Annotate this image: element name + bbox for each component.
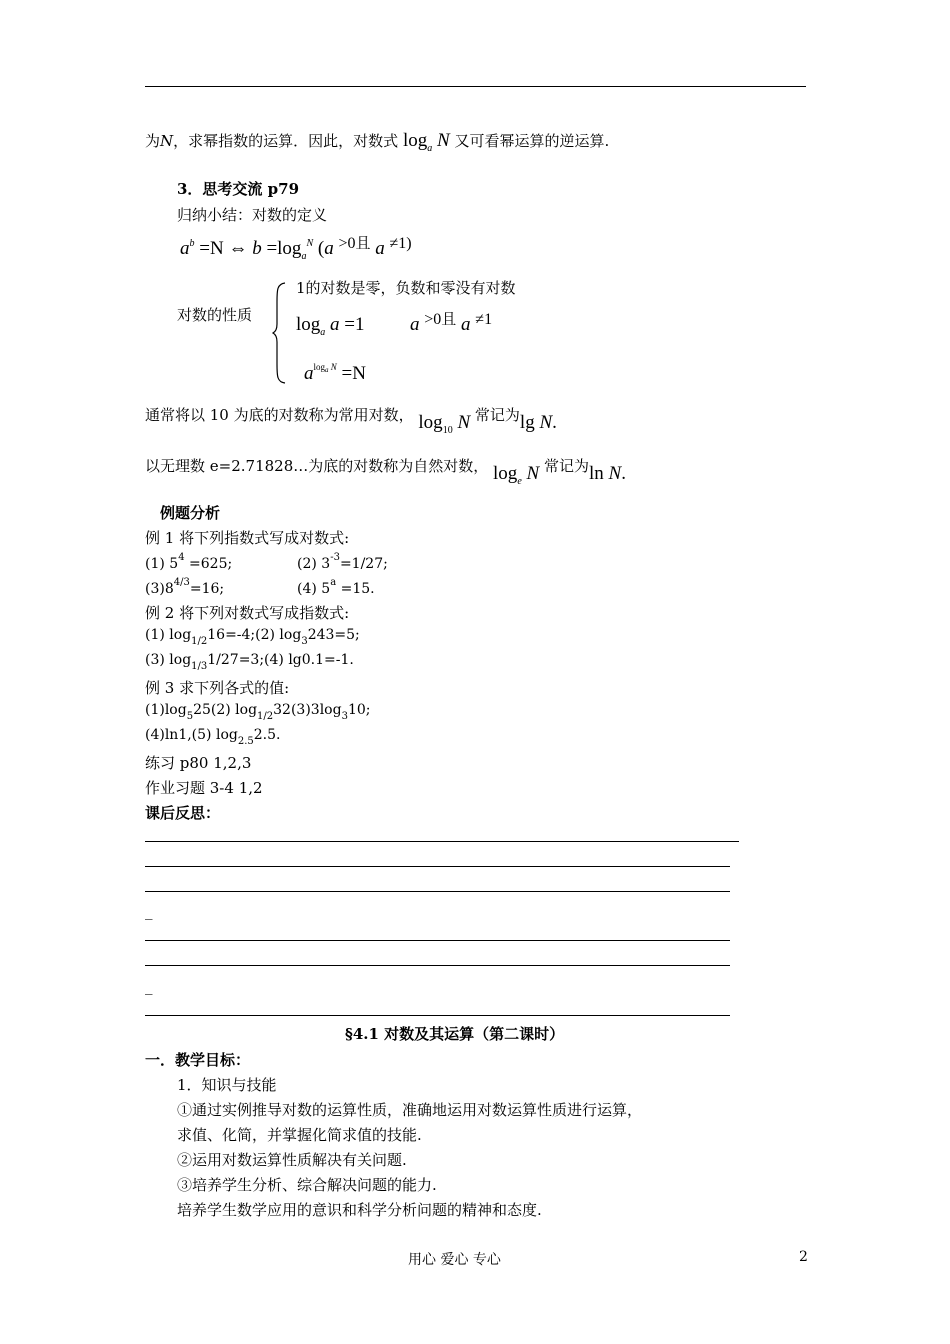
reflection-line bbox=[145, 841, 739, 842]
reflection-line bbox=[145, 940, 730, 941]
objective-item-1b: 求值、化简，并掌握化简求值的技能. bbox=[177, 1126, 422, 1144]
section3-heading: 3．思考交流 p79 bbox=[177, 180, 300, 198]
header-rule bbox=[145, 86, 806, 87]
objective-item-1a: ①通过实例推导对数的运算性质，准确地运用对数运算性质进行运算， bbox=[177, 1101, 643, 1119]
ex1-3-exp: 4/3 bbox=[173, 577, 190, 588]
p2-cond-a2: a bbox=[461, 314, 471, 335]
ex2-2-base: 3 bbox=[301, 636, 308, 647]
example-1-line-2 bbox=[145, 577, 375, 597]
natural-log-base: e bbox=[517, 476, 522, 487]
blank-mark: _ bbox=[145, 977, 153, 995]
ex1-1-rest: =625; bbox=[184, 556, 233, 572]
intro-log-expr bbox=[402, 130, 450, 154]
example-2-line-1 bbox=[145, 627, 360, 647]
def-cond-ne: ≠1) bbox=[389, 235, 412, 252]
ex1-2-rest: =1/27; bbox=[339, 556, 388, 572]
p3-eq: =N bbox=[341, 363, 366, 384]
ex2-3-log: (3) log bbox=[145, 652, 192, 668]
property-3 bbox=[304, 362, 366, 385]
p2-cond-and: 且 bbox=[441, 312, 457, 328]
def-cond-gt: >0 bbox=[338, 235, 356, 252]
def-log-base: a bbox=[301, 251, 307, 262]
reflection-label: 课后反思： bbox=[145, 804, 221, 822]
p3-exp-log: log bbox=[313, 362, 326, 372]
p2-cond-a1: a bbox=[410, 314, 420, 335]
common-log-arg: N bbox=[457, 412, 471, 433]
ex3-2-rest: 32(3)3log bbox=[273, 702, 342, 718]
p3-exp-base: a bbox=[325, 366, 329, 374]
intro-suffix: 又可看幂运算的逆运算. bbox=[454, 132, 610, 150]
natural-ln-expr bbox=[589, 463, 626, 484]
common-log-log: log bbox=[418, 412, 443, 433]
properties-label: 对数的性质 bbox=[177, 306, 253, 324]
common-log-line bbox=[145, 404, 557, 436]
example-3-line-2 bbox=[145, 727, 280, 747]
property-1: 1的对数是零，负数和零没有对数 bbox=[296, 279, 516, 297]
natural-log-text: 以无理数 e=2.71828…为底的对数称为自然对数， bbox=[145, 457, 489, 475]
natural-log-mid: 常记为 bbox=[543, 457, 589, 475]
blank-mark: _ bbox=[145, 902, 153, 920]
p3-exp-arg: N bbox=[330, 362, 337, 372]
p2-eq: =1 bbox=[344, 314, 365, 335]
def-cond-a2: a bbox=[375, 238, 385, 259]
def-b: b bbox=[252, 238, 262, 259]
def-eq-n: =N bbox=[199, 238, 224, 259]
common-lg-expr bbox=[520, 412, 557, 433]
common-log-expr bbox=[418, 412, 471, 436]
p2-base: a bbox=[320, 327, 326, 338]
reflection-line bbox=[145, 891, 730, 892]
ex1-2 bbox=[297, 552, 388, 572]
ex1-4 bbox=[297, 577, 375, 597]
def-exp: b bbox=[189, 238, 195, 249]
def-base: a bbox=[180, 238, 190, 259]
natural-ln: ln bbox=[589, 463, 604, 484]
reflection-line bbox=[145, 1015, 730, 1016]
p3-base: a bbox=[304, 363, 314, 384]
page-number: 2 bbox=[799, 1249, 808, 1265]
natural-log-log: log bbox=[493, 463, 518, 484]
ex3-1-rest: 25(2) log bbox=[193, 702, 258, 718]
example-3-title: 例 3 求下列各式的值: bbox=[145, 679, 290, 697]
ex3-1-log: (1)log bbox=[145, 702, 187, 718]
p2-arg: a bbox=[330, 314, 340, 335]
ex3-5-base: 2.5 bbox=[237, 736, 254, 747]
summary-label: 归纳小结：对数的定义 bbox=[177, 206, 328, 224]
practice-line: 练习 p80 1,2,3 bbox=[145, 754, 252, 772]
objective-item-4: 培养学生数学应用的意识和科学分析问题的精神和态度. bbox=[177, 1201, 542, 1219]
def-log-arg: N bbox=[306, 238, 314, 249]
ex3-5-rest: 2.5. bbox=[253, 727, 281, 743]
common-lg-dot: . bbox=[552, 412, 557, 433]
natural-ln-arg: N bbox=[608, 463, 622, 484]
ex2-1-base: 1/2 bbox=[191, 636, 208, 647]
natural-log-arg: N bbox=[526, 463, 540, 484]
natural-log-expr bbox=[493, 463, 540, 487]
example-1-title: 例 1 将下列指数式写成对数式: bbox=[145, 529, 350, 547]
ex1-4-rest: =15. bbox=[336, 581, 375, 597]
def-eq-log: =log bbox=[266, 238, 302, 259]
p2-log: log bbox=[296, 314, 321, 335]
objectives-heading: 一．教学目标： bbox=[145, 1051, 251, 1069]
examples-heading: 例题分析 bbox=[160, 504, 221, 522]
ex1-2-base: (2) 3 bbox=[297, 556, 331, 572]
ex2-3-rest: 1/27=3;(4) lg0.1=-1. bbox=[207, 652, 354, 668]
ex3-3-rest: 10; bbox=[347, 702, 371, 718]
example-1-line-1 bbox=[145, 552, 388, 572]
homework-line: 作业习题 3-4 1,2 bbox=[145, 779, 263, 797]
reflection-line bbox=[145, 965, 730, 966]
intro-n: N bbox=[160, 132, 174, 150]
common-log-base: 10 bbox=[442, 425, 453, 436]
ex2-1-rest: 16=-4;(2) log bbox=[207, 627, 302, 643]
example-2-title: 例 2 将下列对数式写成指数式: bbox=[145, 604, 350, 622]
intro-line bbox=[145, 130, 609, 154]
ex3-4-log: (4)ln1,(5) log bbox=[145, 727, 238, 743]
natural-log-line bbox=[145, 455, 626, 487]
common-lg: lg bbox=[519, 412, 535, 433]
intro-log-arg: N bbox=[436, 130, 450, 151]
ex2-1-log: (1) log bbox=[145, 627, 192, 643]
common-log-text: 通常将以 10 为底的对数称为常用对数， bbox=[145, 406, 414, 424]
common-log-mid: 常记为 bbox=[474, 406, 520, 424]
ex1-1-base: (1) 5 bbox=[145, 556, 179, 572]
intro-middle: ，求幂指数的运算．因此，对数式 bbox=[173, 132, 399, 150]
property-2 bbox=[296, 308, 492, 338]
intro-prefix: 为 bbox=[145, 132, 161, 150]
natural-ln-dot: . bbox=[621, 463, 626, 484]
p2-cond-gt: >0 bbox=[424, 311, 442, 328]
log-definition bbox=[180, 232, 412, 262]
intro-log: log bbox=[402, 130, 428, 151]
objectives-sub1: 1．知识与技能 bbox=[177, 1076, 277, 1094]
ex2-2-rest: 243=5; bbox=[307, 627, 360, 643]
ex1-3-base: (3)8 bbox=[145, 581, 174, 597]
ex3-3-base: 3 bbox=[341, 711, 348, 722]
footer-slogan: 用心 爱心 专心 bbox=[408, 1252, 501, 1268]
example-2-line-2 bbox=[145, 652, 354, 672]
ex1-2-exp: -3 bbox=[330, 552, 340, 563]
example-3-line-1 bbox=[145, 702, 370, 722]
left-brace-icon bbox=[272, 282, 286, 384]
p3-exponent bbox=[314, 362, 337, 372]
ex3-2-base: 1/2 bbox=[257, 711, 274, 722]
p2-cond-ne: ≠1 bbox=[475, 311, 493, 328]
ex1-4-base: (4) 5 bbox=[297, 581, 331, 597]
ex1-1-exp: 4 bbox=[178, 552, 185, 563]
ex1-3-rest: =16; bbox=[189, 581, 225, 597]
def-paren: ( bbox=[317, 238, 325, 259]
ex3-1-base: 5 bbox=[186, 711, 194, 722]
def-cond-and: 且 bbox=[355, 236, 371, 252]
def-iff: ⇔ bbox=[228, 238, 248, 259]
ex2-3-base: 1/3 bbox=[191, 661, 208, 672]
ex1-4-exp: a bbox=[330, 577, 337, 588]
common-lg-arg: N bbox=[539, 412, 553, 433]
def-cond-a1: a bbox=[324, 238, 334, 259]
lesson-title: §4.1 对数及其运算（第二课时） bbox=[345, 1025, 565, 1043]
objective-item-2: ②运用对数运算性质解决有关问题. bbox=[177, 1151, 407, 1169]
reflection-line bbox=[145, 866, 730, 867]
objective-item-3: ③培养学生分析、综合解决问题的能力. bbox=[177, 1176, 437, 1194]
intro-log-base: a bbox=[427, 143, 433, 154]
